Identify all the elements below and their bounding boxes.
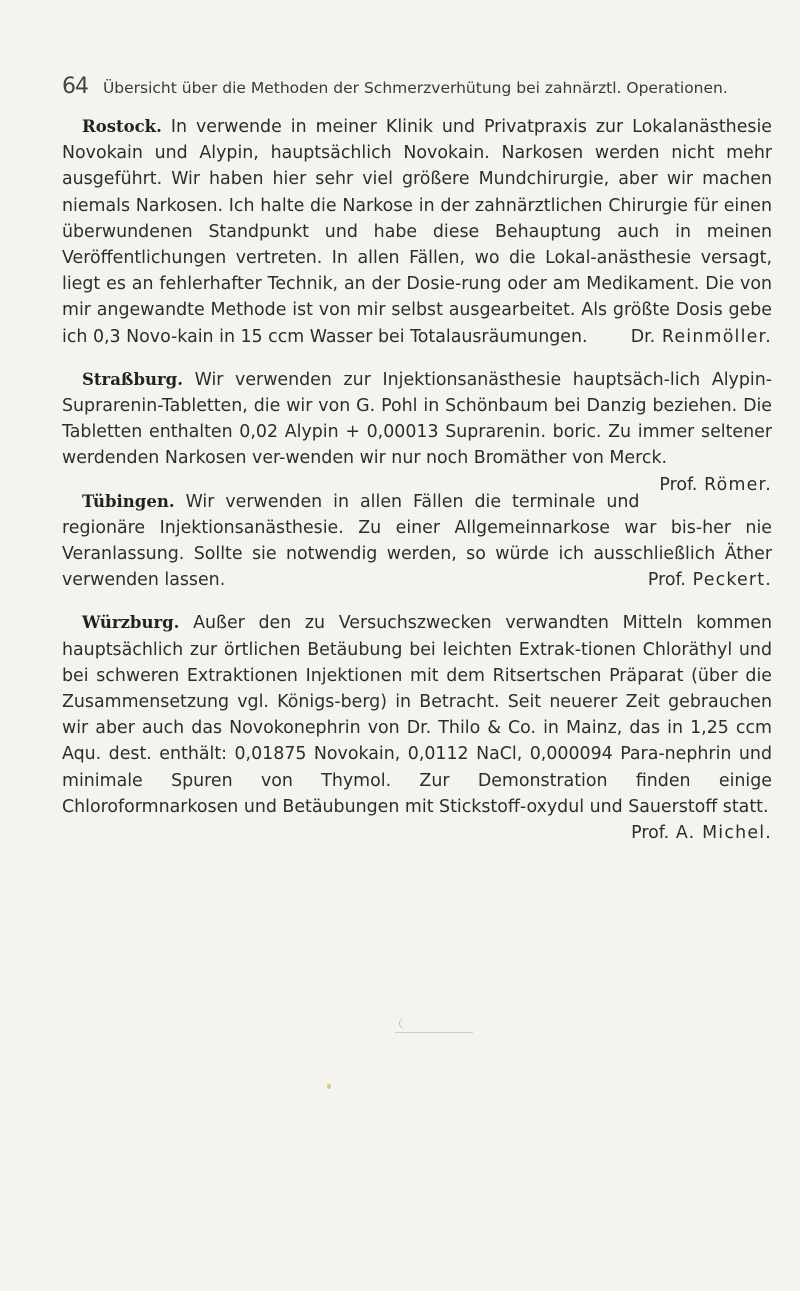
running-title: Übersicht über die Methoden der Schmerzverhütung bei zahnärztl. Operationen. (102, 79, 728, 97)
section-tuebingen (62, 489, 772, 594)
signature-name: A. Michel. (675, 823, 772, 844)
section-text: Außer den zu Versuchszwecken verwandten Mitteln kommen hauptsächlich zur örtlichen Betäubung bei leichten Extrak-tionen Chloräthyl und bei schweren Extraktionen Injektionen mit dem Ritsertschen Präparat (über die Zusammensetzung vgl. Königs-berg) in Betracht. Seit neuerer Zeit gebrauchen wir aber auch das Novokonephrin von Dr. Thilo & Co. in Mainz, das in 1,25 ccm Aqu. dest. enthält: 0,01875 Novokain, 0,0112 NaCl, 0,000094 Para-nephrin und minimale Spuren von Thymol. Zur Demonstration finden einige Chloroformnarkosen und Betäubungen mit Stickstoff-oxydul und Sauerstoff statt. (62, 613, 772, 817)
signature-title: Prof. (631, 823, 670, 844)
signature-name: Römer. (704, 474, 772, 495)
section-rostock (62, 114, 772, 350)
signature (639, 472, 772, 498)
city-heading: Würzburg. (82, 613, 180, 633)
section-text: Wir verwenden zur Injektionsanästhesie hauptsäch-lich Alypin-Suprarenin-Tabletten, die wir von G. Pohl in Schönbaum bei Danzig beziehen. Die Tabletten enthalten 0,02 Alypin + 0,00013 Suprarenin. boric. Zu immer seltener werdenden Narkosen ver-wenden wir nur noch Bromäther von Merck. (62, 369, 773, 469)
bottom-rule (395, 1032, 473, 1033)
city-heading: Rostock. (82, 117, 162, 136)
running-header (62, 74, 770, 99)
signature-title: Prof. (659, 474, 698, 495)
paper-speck (327, 1084, 331, 1089)
section-strassburg (62, 367, 773, 495)
section-text: Wir verwenden in allen Fällen die terminale und regionäre Injektionsanästhesie. Zu einer Allgemeinnarkose war bis-her nie Veranlassung. Sollte sie notwendig werden, so würde ich ausschließlich Äther verwenden lassen. (62, 491, 772, 591)
section-wuerzburg (62, 610, 772, 844)
city-heading: Tübingen. (82, 491, 175, 511)
signature (628, 567, 772, 593)
signature-name: Peckert. (692, 570, 772, 591)
page-number: 64 (62, 74, 88, 99)
signature-title: Dr. (630, 326, 656, 347)
page-mark (399, 1018, 406, 1029)
signature (611, 324, 772, 350)
section-text: In verwende in meiner Klinik und Privatpraxis zur Lokalanästhesie Novokain und Alypin, hauptsächlich Novokain. Narkosen werden nicht mehr ausgeführt. Wir haben hier sehr viel größere Mundchirurgie, aber wir machen niemals Narkosen. Ich halte die Narkose in der zahnärztlichen Chirurgie für einen überwundenen Standpunkt und habe diese Behauptung auch in meinen Veröffentlichungen vertreten. In allen Fällen, wo die Lokal-anästhesie versagt, liegt es an fehlerhafter Technik, an der Dosie-rung oder am Medikament. Die von mir angewandte Methode ist von mir selbst ausgearbeitet. Als größte Dosis gebe ich 0,3 Novo-kain in 15 ccm Wasser bei Totalausräumungen. (62, 117, 772, 347)
signature-title: Prof. (647, 570, 686, 591)
signature (611, 820, 772, 846)
body-text (62, 114, 772, 846)
signature-name: Reinmöller. (661, 326, 772, 347)
city-heading: Straßburg. (82, 369, 183, 389)
